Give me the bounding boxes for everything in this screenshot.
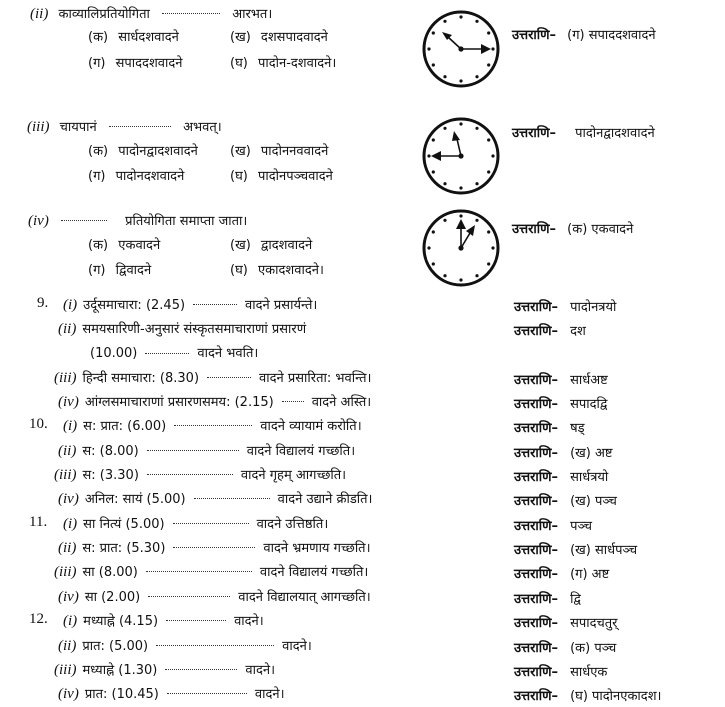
blank-dotted [145, 345, 189, 354]
question-line [54, 466, 346, 485]
question-text-after: अभवत्। [183, 120, 222, 135]
blank-dotted [109, 118, 171, 127]
option-label: (घ) [230, 56, 248, 71]
roman-numeral: (ii) [58, 638, 77, 654]
answer [512, 122, 655, 143]
option-text: द्वादशवादने [260, 238, 313, 253]
answer-text: (क) एकवादने [567, 222, 634, 237]
question-text-after: वादने उद्याने क्रीडति। [277, 492, 373, 507]
option-label: (क) [88, 30, 109, 45]
answer-text: पादोनद्वादशवादने [575, 126, 655, 141]
question-line [90, 345, 258, 363]
answer-label: उत्तराणि– [514, 519, 559, 534]
answer [514, 417, 585, 438]
question-line [54, 563, 368, 582]
blank-dotted [173, 539, 255, 548]
answer-text: दश [570, 324, 586, 339]
question-number: 11. [29, 514, 48, 530]
option-text: पादोनदशवादने [115, 169, 185, 184]
answer-text: सार्धअष्ट [570, 373, 608, 388]
question-text-before: सा (2.00) [84, 590, 141, 605]
question-line [58, 442, 355, 461]
answer [514, 515, 592, 536]
option-text: दशसपादवादने [260, 30, 328, 45]
answer-text: पादोनत्रयो [570, 300, 617, 315]
question-text-before: मध्याह्ने (4.15) [83, 614, 159, 629]
question-text-after: वादने व्यायामं करोति। [260, 419, 362, 434]
answer [514, 490, 617, 511]
answer-label: उत्तराणि– [512, 222, 557, 237]
option-label: (घ) [230, 169, 248, 184]
answer-label: उत्तराणि– [514, 446, 559, 461]
blank-dotted [193, 296, 237, 305]
option-text: एकवादने [118, 238, 161, 253]
question-line [63, 612, 264, 631]
blank-dotted [147, 442, 239, 451]
answer-label: उत्तराणि– [514, 616, 559, 631]
answer-text: (ख) अष्ट [570, 446, 613, 461]
question-text-before: चायपानं [59, 120, 97, 135]
blank-dotted [162, 5, 220, 14]
clock-icon-1-00 [420, 207, 502, 289]
roman-numeral: (i) [63, 613, 78, 629]
option-kha [230, 143, 328, 161]
answer [514, 588, 581, 609]
answer-text: (घ) पादोनएकादश। [570, 689, 662, 704]
question-text-after: वादने उत्तिष्ठति। [256, 517, 329, 532]
answer-label: उत्तराणि– [514, 543, 559, 558]
option-label: (ग) [88, 56, 106, 71]
answer [514, 563, 609, 584]
roman-numeral: (iv) [28, 213, 49, 229]
answer [512, 24, 656, 45]
answer [514, 393, 607, 414]
option-label: (ग) [88, 169, 106, 184]
answer-text: (ख) सार्धपञ्च [570, 543, 638, 558]
answer-text: षड् [570, 421, 585, 436]
option-gha [230, 168, 333, 186]
blank-dotted [156, 637, 274, 646]
answer [514, 442, 613, 463]
option-gha [230, 262, 324, 280]
question-line [58, 539, 371, 558]
answer-label: उत्तराणि– [514, 567, 559, 582]
blank-dotted [174, 417, 252, 426]
question-text-before: उर्दूसमाचारा: (2.45) [83, 298, 186, 313]
option-text: पादोनपञ्चवादने [257, 169, 333, 184]
answer-text: सार्धएक [570, 665, 608, 680]
blank-dotted [147, 466, 233, 475]
option-text: एकादशवादने। [257, 263, 324, 278]
answer-label: उत्तराणि– [512, 28, 557, 43]
answer [512, 218, 633, 239]
roman-numeral: (iv) [58, 491, 79, 507]
question-text-after: वादने विद्यालयं गच्छति। [246, 444, 356, 459]
answer [514, 661, 607, 682]
question-line [63, 515, 328, 534]
option-text: पादोन-दशवादने। [257, 56, 337, 71]
roman-numeral: (iii) [54, 662, 77, 678]
answer-text: सार्धत्रयो [570, 470, 609, 485]
blank-dotted [165, 661, 237, 670]
question-text-after: प्रतियोगिता समाप्ता जाता। [125, 214, 248, 229]
answer-label: उत्तराणि– [514, 494, 559, 509]
question-text-before: स: प्रात: (5.30) [82, 541, 166, 556]
blank-dotted [194, 490, 270, 499]
answer-label: उत्तराणि– [514, 421, 559, 436]
answer-label: उत्तराणि– [514, 470, 559, 485]
option-text: पादोनद्वादशवादने [118, 144, 198, 159]
answer-text: (ख) पञ्च [570, 494, 617, 509]
option-ga [88, 55, 183, 73]
blank-dotted [148, 588, 230, 597]
roman-numeral: (iv) [58, 686, 79, 702]
question-number: 10. [29, 416, 48, 432]
question-text-after: वादने भ्रमणाय गच्छति। [263, 541, 371, 556]
question-line [63, 296, 317, 315]
question-line [58, 320, 306, 339]
answer-label: उत्तराणि– [514, 641, 559, 656]
answer-label: उत्तराणि– [514, 324, 559, 339]
question-line [58, 588, 371, 607]
answer-label: उत्तराणि– [514, 665, 559, 680]
blank-dotted [166, 612, 226, 621]
question-line [30, 5, 272, 24]
option-ka [88, 143, 198, 161]
question-text-after: आरभत। [232, 7, 273, 22]
question-text-after: वादने। [245, 663, 276, 678]
roman-numeral: (ii) [30, 6, 49, 22]
question-text-after: वादने। [234, 614, 264, 629]
question-text-before: आंग्लसमाचाराणां प्रसारणसमय: (2.15) [84, 395, 274, 410]
question-text-after: वादने। [254, 687, 285, 702]
option-text: पादोननववादने [260, 144, 329, 159]
question-number: 9. [37, 295, 49, 311]
answer-label: उत्तराणि– [514, 689, 559, 704]
question-text-before: समयसारिणी-अनुसारं संस्कृतसमाचाराणां प्रसारणं [82, 322, 307, 337]
question-line [58, 490, 372, 509]
roman-numeral: (ii) [58, 321, 77, 337]
option-kha [230, 29, 328, 47]
answer-label: उत्तराणि– [512, 126, 557, 141]
question-text-before: स: (8.00) [82, 444, 139, 459]
blank-dotted [173, 515, 249, 524]
answer-label: उत्तराणि– [514, 592, 559, 607]
blank-dotted [282, 393, 304, 402]
option-ga [88, 262, 151, 280]
option-ka [88, 29, 179, 47]
option-text: द्विवादने [115, 263, 152, 278]
question-line [58, 637, 312, 656]
answer-text: (ग) सपाददशवादने [567, 28, 656, 43]
answer [514, 296, 616, 317]
roman-numeral: (iii) [27, 119, 50, 135]
answer-text: सपादद्वि [570, 397, 608, 412]
answer-label: उत्तराणि– [514, 373, 559, 388]
question-number: 12. [29, 611, 48, 627]
answer-text: (ग) अष्ट [570, 567, 610, 582]
answer [514, 369, 608, 390]
question-text-before: काव्यालिप्रतियोगिता [58, 7, 150, 22]
question-line [54, 369, 371, 388]
question-line [28, 212, 247, 231]
option-kha [230, 237, 312, 255]
question-text-after: वादने विद्यालयात् आगच्छति। [238, 590, 371, 605]
option-gha [230, 55, 336, 73]
answer-text: द्वि [570, 592, 581, 607]
roman-numeral: (ii) [58, 540, 77, 556]
blank-dotted [146, 563, 252, 572]
roman-numeral: (iii) [54, 370, 77, 386]
answer [514, 637, 616, 658]
option-label: (क) [88, 238, 109, 253]
question-text-before: प्रात: (10.45) [84, 687, 159, 702]
option-label: (ख) [230, 30, 251, 45]
question-text-after: वादने। [282, 639, 312, 654]
option-label: (ग) [88, 263, 106, 278]
option-text: सार्धदशवादने [118, 30, 179, 45]
question-text-after: वादने गृहम् आगच्छति। [240, 468, 347, 483]
question-text-after: वादने विद्यालयं गच्छति। [259, 565, 369, 580]
option-label: (क) [88, 144, 109, 159]
roman-numeral: (i) [63, 418, 78, 434]
question-text-after: वादने प्रसारिता: भवन्ति। [259, 371, 372, 386]
option-label: (ख) [230, 238, 251, 253]
question-text-after: वादने प्रसार्यन्ते। [245, 298, 318, 313]
roman-numeral: (iii) [54, 467, 77, 483]
option-label: (ख) [230, 144, 251, 159]
question-text-after: वादने अस्ति। [311, 395, 372, 410]
blank-dotted [61, 212, 107, 221]
question-text-before: (10.00) [90, 346, 138, 361]
roman-numeral: (i) [63, 297, 78, 313]
question-text-before: स: (3.30) [82, 468, 139, 483]
roman-numeral: (i) [63, 516, 78, 532]
question-text-before: सा (8.00) [82, 565, 138, 580]
option-label: (घ) [230, 263, 248, 278]
clock-icon-10-15 [420, 8, 502, 90]
roman-numeral: (iii) [54, 564, 77, 580]
question-line [63, 417, 362, 436]
option-ka [88, 237, 160, 255]
option-ga [88, 168, 184, 186]
question-text-before: मध्याह्ने (1.30) [82, 663, 158, 678]
question-text-before: अनिल: सायं (5.00) [84, 492, 186, 507]
answer [514, 685, 661, 706]
answer [514, 466, 608, 487]
question-text-before: स: प्रात: (6.00) [83, 419, 167, 434]
roman-numeral: (iv) [58, 394, 79, 410]
answer-text: सपादचतुर् [570, 616, 618, 631]
blank-dotted [167, 685, 247, 694]
answer-text: पञ्च [570, 519, 593, 534]
option-text: सपाददशवादने [115, 56, 183, 71]
question-text-before: प्रात: (5.00) [82, 639, 149, 654]
question-text-before: सा नित्यं (5.00) [83, 517, 165, 532]
answer [514, 612, 618, 633]
roman-numeral: (iv) [58, 589, 79, 605]
roman-numeral: (ii) [58, 443, 77, 459]
question-text-after: वादने भवति। [197, 346, 259, 361]
blank-dotted [207, 369, 251, 378]
question-text-before: हिन्दी समाचारा: (8.30) [82, 371, 200, 386]
answer-label: उत्तराणि– [514, 397, 559, 412]
question-line [54, 661, 275, 680]
question-line [27, 118, 222, 137]
question-line [58, 393, 371, 412]
answer-label: उत्तराणि– [514, 300, 559, 315]
answer-text: (क) पञ्च [570, 641, 617, 656]
answer [514, 320, 586, 341]
question-line [58, 685, 285, 704]
clock-icon-11-45 [420, 115, 502, 197]
answer [514, 539, 637, 560]
